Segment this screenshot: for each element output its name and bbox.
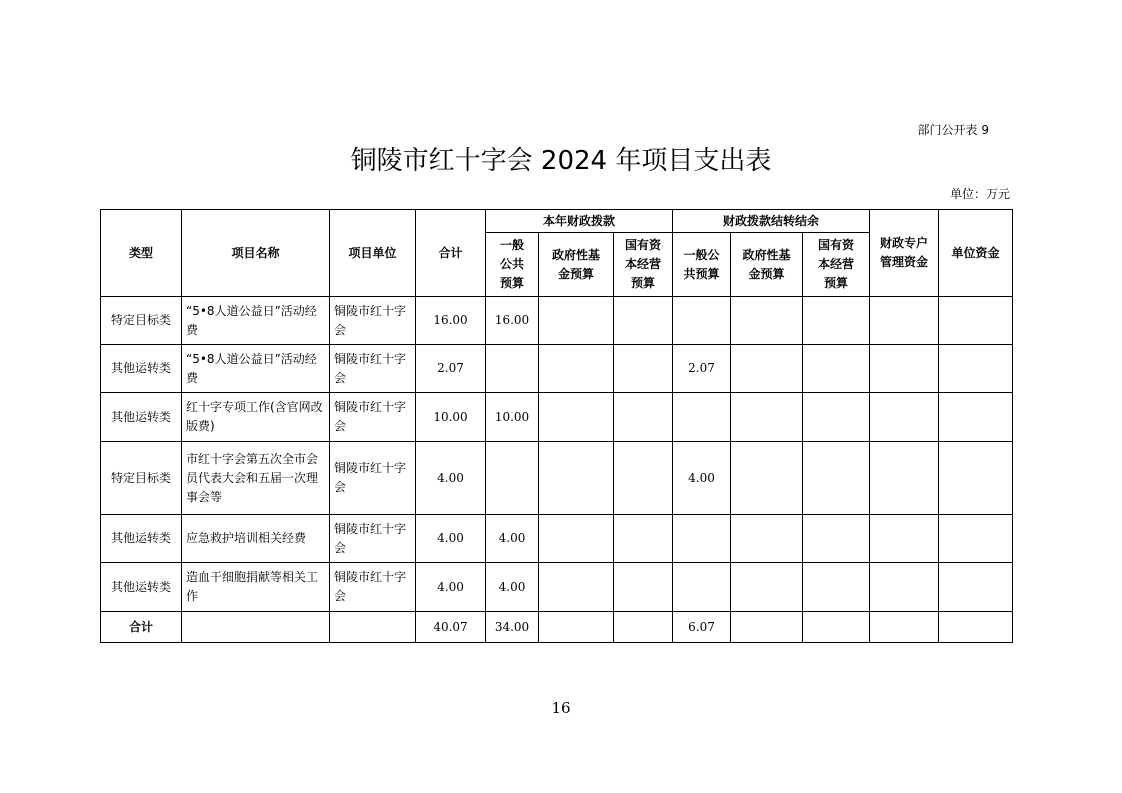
cell-current-gov-fund	[539, 515, 614, 563]
cell-type: 其他运转类	[101, 393, 182, 442]
table-row	[101, 297, 1013, 345]
totals-current-general: 34.00	[486, 612, 539, 643]
cell-carry-state-capital	[803, 297, 870, 345]
cell-project-name: “5•8人道公益日”活动经费	[182, 345, 330, 393]
page-title: 铜陵市红十字会 2024 年项目支出表	[350, 146, 772, 176]
page-number: 16	[551, 699, 571, 717]
header-special-account-funds: 财政专户 管理资金	[870, 210, 939, 297]
cell-total: 2.07	[416, 345, 486, 393]
cell-project-unit: 铜陵市红十字会	[330, 297, 416, 345]
project-expenditure-table	[100, 209, 1013, 643]
cell-type: 其他运转类	[101, 515, 182, 563]
totals-carry-gov-fund	[731, 612, 803, 643]
cell-current-general: 4.00	[486, 515, 539, 563]
cell-carry-general	[673, 563, 731, 612]
header-current-general-budget: 一般 公共 预算	[486, 233, 539, 297]
cell-carry-state-capital	[803, 563, 870, 612]
cell-current-gov-fund	[539, 297, 614, 345]
cell-current-general: 16.00	[486, 297, 539, 345]
header-project-unit: 项目单位	[330, 210, 416, 297]
cell-unit-funds	[939, 393, 1013, 442]
cell-special-account	[870, 345, 939, 393]
cell-carry-state-capital	[803, 393, 870, 442]
header-current-year-appropriation: 本年财政拨款	[486, 210, 673, 233]
cell-current-state-capital	[614, 393, 673, 442]
cell-carry-gov-fund	[731, 393, 803, 442]
totals-carry-general: 6.07	[673, 612, 731, 643]
header-project-name: 项目名称	[182, 210, 330, 297]
cell-special-account	[870, 393, 939, 442]
cell-project-name: “5•8人道公益日”活动经费	[182, 297, 330, 345]
totals-unit-funds	[939, 612, 1013, 643]
cell-current-state-capital	[614, 345, 673, 393]
table-row	[101, 515, 1013, 563]
header-unit-funds: 单位资金	[939, 210, 1013, 297]
cell-carry-general: 2.07	[673, 345, 731, 393]
cell-carry-general	[673, 515, 731, 563]
header-total: 合计	[416, 210, 486, 297]
cell-project-unit: 铜陵市红十字会	[330, 515, 416, 563]
cell-current-state-capital	[614, 297, 673, 345]
cell-unit-funds	[939, 297, 1013, 345]
cell-current-gov-fund	[539, 345, 614, 393]
cell-carry-gov-fund	[731, 345, 803, 393]
totals-total: 40.07	[416, 612, 486, 643]
totals-project-name	[182, 612, 330, 643]
cell-current-general: 10.00	[486, 393, 539, 442]
header-current-state-capital-budget: 国有资 本经营 预算	[614, 233, 673, 297]
cell-project-unit: 铜陵市红十字会	[330, 442, 416, 515]
cell-type: 特定目标类	[101, 442, 182, 515]
cell-unit-funds	[939, 442, 1013, 515]
cell-carry-general	[673, 393, 731, 442]
cell-current-state-capital	[614, 515, 673, 563]
cell-type: 其他运转类	[101, 345, 182, 393]
cell-carry-general: 4.00	[673, 442, 731, 515]
cell-total: 4.00	[416, 563, 486, 612]
table-row	[101, 393, 1013, 442]
cell-special-account	[870, 442, 939, 515]
cell-total: 4.00	[416, 515, 486, 563]
document-label: 部门公开表 9	[917, 123, 989, 137]
cell-total: 4.00	[416, 442, 486, 515]
cell-project-unit: 铜陵市红十字会	[330, 393, 416, 442]
cell-unit-funds	[939, 563, 1013, 612]
cell-special-account	[870, 297, 939, 345]
cell-current-gov-fund	[539, 442, 614, 515]
header-type: 类型	[101, 210, 182, 297]
header-current-gov-fund-budget: 政府性基 金预算	[539, 233, 614, 297]
header-carry-state-capital-budget: 国有资 本经营 预算	[803, 233, 870, 297]
cell-type: 特定目标类	[101, 297, 182, 345]
totals-current-state-capital	[614, 612, 673, 643]
totals-label: 合计	[101, 612, 182, 643]
cell-carry-general	[673, 297, 731, 345]
cell-current-general: 4.00	[486, 563, 539, 612]
cell-project-unit: 铜陵市红十字会	[330, 345, 416, 393]
cell-total: 16.00	[416, 297, 486, 345]
unit-label: 单位：万元	[949, 187, 1010, 201]
cell-total: 10.00	[416, 393, 486, 442]
cell-current-general	[486, 345, 539, 393]
header-carry-gov-fund-budget: 政府性基 金预算	[731, 233, 803, 297]
table-row	[101, 442, 1013, 515]
header-carryover: 财政拨款结转结余	[673, 210, 870, 233]
cell-current-gov-fund	[539, 563, 614, 612]
totals-special-account	[870, 612, 939, 643]
cell-project-name: 造血干细胞捐献等相关工作	[182, 563, 330, 612]
cell-carry-state-capital	[803, 515, 870, 563]
cell-project-unit: 铜陵市红十字会	[330, 563, 416, 612]
cell-current-general	[486, 442, 539, 515]
cell-project-name: 市红十字会第五次全市会员代表大会和五届一次理事会等	[182, 442, 330, 515]
header-carry-general-budget: 一般公 共预算	[673, 233, 731, 297]
cell-project-name: 应急救护培训相关经费	[182, 515, 330, 563]
table-row	[101, 345, 1013, 393]
cell-unit-funds	[939, 515, 1013, 563]
cell-carry-state-capital	[803, 442, 870, 515]
cell-project-name: 红十字专项工作(含官网改版费)	[182, 393, 330, 442]
cell-carry-gov-fund	[731, 563, 803, 612]
cell-carry-gov-fund	[731, 515, 803, 563]
cell-current-state-capital	[614, 563, 673, 612]
totals-current-gov-fund	[539, 612, 614, 643]
cell-carry-gov-fund	[731, 442, 803, 515]
cell-unit-funds	[939, 345, 1013, 393]
cell-carry-gov-fund	[731, 297, 803, 345]
cell-current-gov-fund	[539, 393, 614, 442]
cell-special-account	[870, 515, 939, 563]
totals-carry-state-capital	[803, 612, 870, 643]
cell-current-state-capital	[614, 442, 673, 515]
cell-type: 其他运转类	[101, 563, 182, 612]
totals-row	[101, 612, 1013, 643]
totals-project-unit	[330, 612, 416, 643]
cell-special-account	[870, 563, 939, 612]
table-row	[101, 563, 1013, 612]
cell-carry-state-capital	[803, 345, 870, 393]
